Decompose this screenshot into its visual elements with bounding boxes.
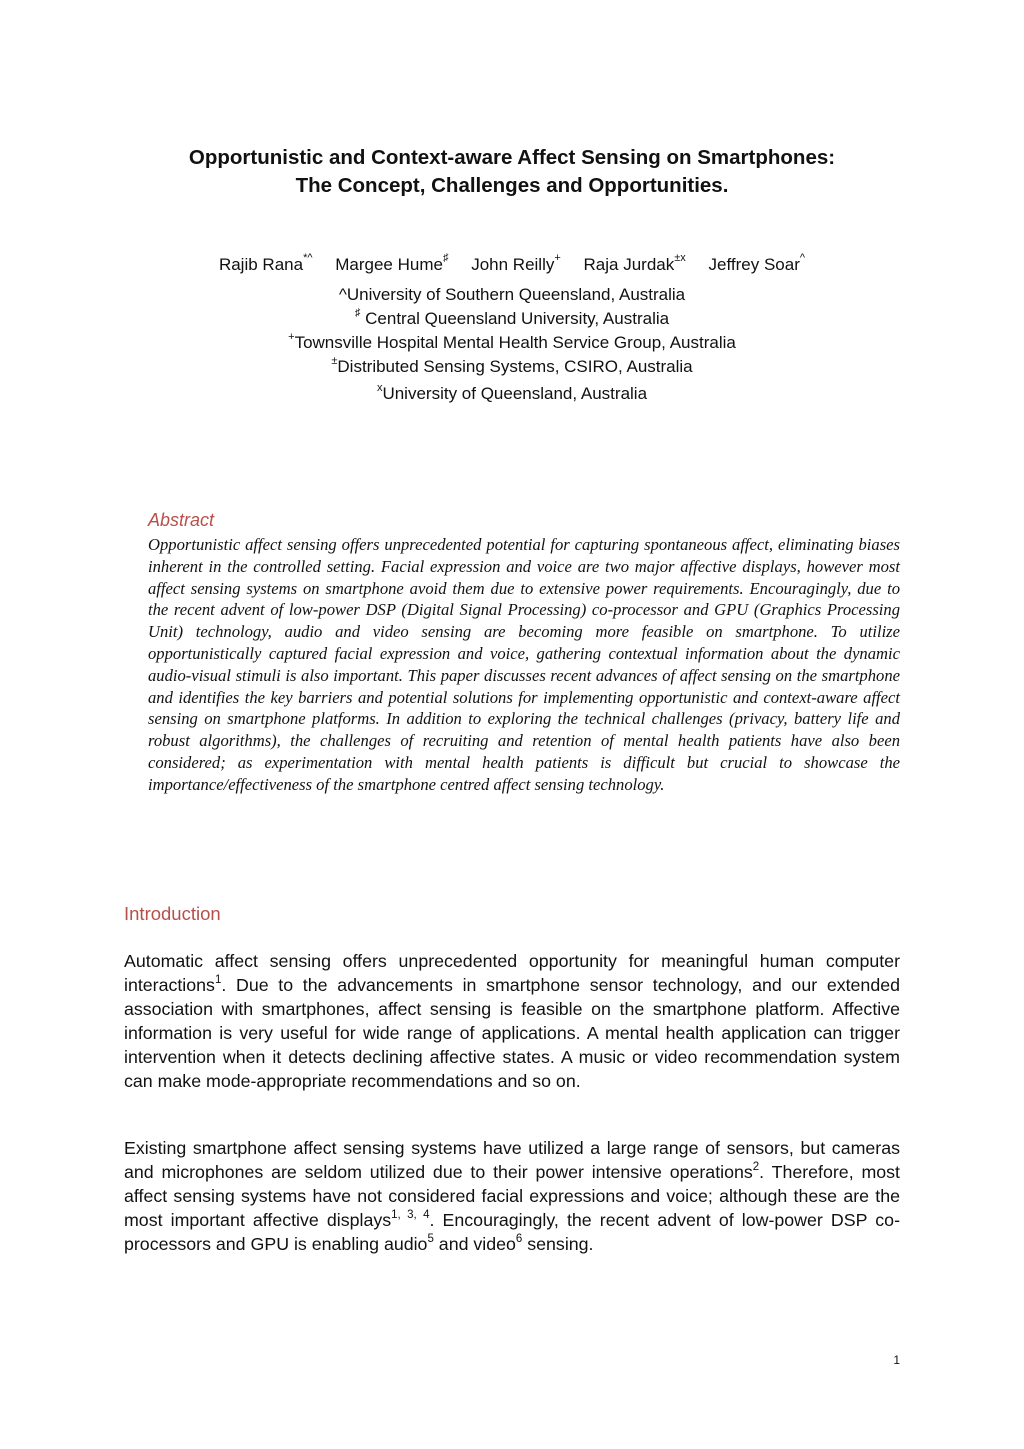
author — [219, 252, 313, 278]
author — [584, 252, 686, 278]
introduction-paragraph-2 — [124, 1137, 900, 1257]
paragraph-text: . Due to the advancements in smartphone sensor technology, and our extended association with smartphones, affect sensing is feasible on the smartphone platform. Affective information is very useful for wide range of applications. A mental health application can trigger intervention when it detects declining affective states. A music or video recommendation system can make mode-appropriate recommendations and so on. — [124, 974, 900, 1091]
author-affiliation-mark: ♯ — [442, 252, 449, 265]
affiliation-text: University of Queensland, Australia — [382, 384, 648, 403]
title-line-1: Opportunistic and Context-aware Affect Sensing on Smartphones: — [188, 146, 836, 169]
author — [709, 252, 806, 278]
author — [471, 252, 561, 278]
affiliation-text: Central Queensland University, Australia — [360, 309, 670, 328]
citation-ref: 6 — [515, 1232, 523, 1245]
affiliation — [90, 331, 934, 355]
affiliation — [90, 307, 934, 331]
affiliation-list — [90, 283, 934, 406]
paragraph-text: Existing smartphone affect sensing systems have utilized a large range of sensors, but cameras and microphones are seldom utilized due to their power intensive operations — [124, 1138, 900, 1182]
affiliation-mark: ± — [331, 355, 338, 368]
affiliation-mark: + — [288, 331, 295, 344]
citation-ref: 5 — [427, 1232, 434, 1245]
paragraph-text: sensing. — [522, 1233, 594, 1254]
abstract-text: Opportunistic affect sensing offers unprecedented potential for capturing spontaneous affect, eliminating biases inherent in the controlled setting. Facial expression and voice are two major affective displays, however most affect sensing systems on smartphone avoid them due to extensive power requirements. Encouragingly, due to the recent advent of low-power DSP (Digital Signal Processing) co-processor and GPU (Graphics Processing Unit) technology, audio and video sensing are becoming more feasible on smartphone. To utilize opportunistically captured facial expression and voice, gathering contextual information about the dynamic audio-visual stimuli is also important. This paper discusses recent advances of affect sensing on the smartphone and identifies the key barriers and potential solutions for implementing opportunistic and context-aware affect sensing on smartphone platforms. In addition to exploring the technical challenges (privacy, battery life and robust algorithms), the challenges of recruiting and retention of mental health patients have also been considered; as experimentation with mental health patients is difficult but crucial to showcase the importance/effectiveness of the smartphone centred affect sensing technology. — [148, 535, 900, 794]
affiliation-text: Townsville Hospital Mental Health Service Group, Australia — [294, 333, 736, 352]
paragraph-text: . Therefore, most affect sensing systems have not considered facial expressions and voice; although these are the most important affective displays — [124, 1161, 900, 1230]
author-affiliation-mark: ±x — [674, 252, 686, 265]
author-name: Rajib Rana — [218, 255, 304, 274]
author-affiliation-mark: *^ — [303, 252, 313, 265]
affiliation-text: Distributed Sensing Systems, CSIRO, Australia — [337, 357, 693, 376]
paper-title — [90, 144, 934, 200]
citation-ref: 1, 3, 4 — [391, 1208, 430, 1221]
citation-ref: 1 — [214, 973, 222, 986]
author-affiliation-mark: ^ — [799, 252, 806, 265]
author-affiliation-mark: + — [554, 252, 561, 265]
author-name: Raja Jurdak — [583, 255, 675, 274]
author — [335, 252, 448, 278]
author-name: Margee Hume — [335, 255, 443, 274]
abstract-heading: Abstract — [148, 510, 215, 530]
paragraph-text: and video — [433, 1233, 516, 1254]
title-line-2: The Concept, Challenges and Opportunities. — [295, 174, 729, 197]
paragraph-text: . Encouragingly, the recent advent of low-power DSP co-processors and GPU is enabling audio — [124, 1209, 900, 1254]
page-number: 1 — [893, 1353, 900, 1367]
introduction-heading: Introduction — [124, 903, 221, 924]
affiliation-mark: x — [376, 382, 383, 395]
introduction-paragraph-1 — [124, 950, 900, 1093]
affiliation-mark: ♯ — [354, 307, 361, 320]
author-list — [90, 252, 934, 278]
affiliation-text: ^University of Southern Queensland, Australia — [338, 285, 686, 304]
author-name: Jeffrey Soar — [708, 255, 800, 274]
paragraph-text: Automatic affect sensing offers unprecedented opportunity for meaningful human computer interactions — [124, 951, 900, 995]
affiliation — [90, 355, 934, 379]
affiliation — [90, 382, 934, 406]
author-name: John Reilly — [471, 255, 555, 274]
citation-ref: 2 — [752, 1160, 760, 1173]
affiliation — [90, 283, 934, 307]
